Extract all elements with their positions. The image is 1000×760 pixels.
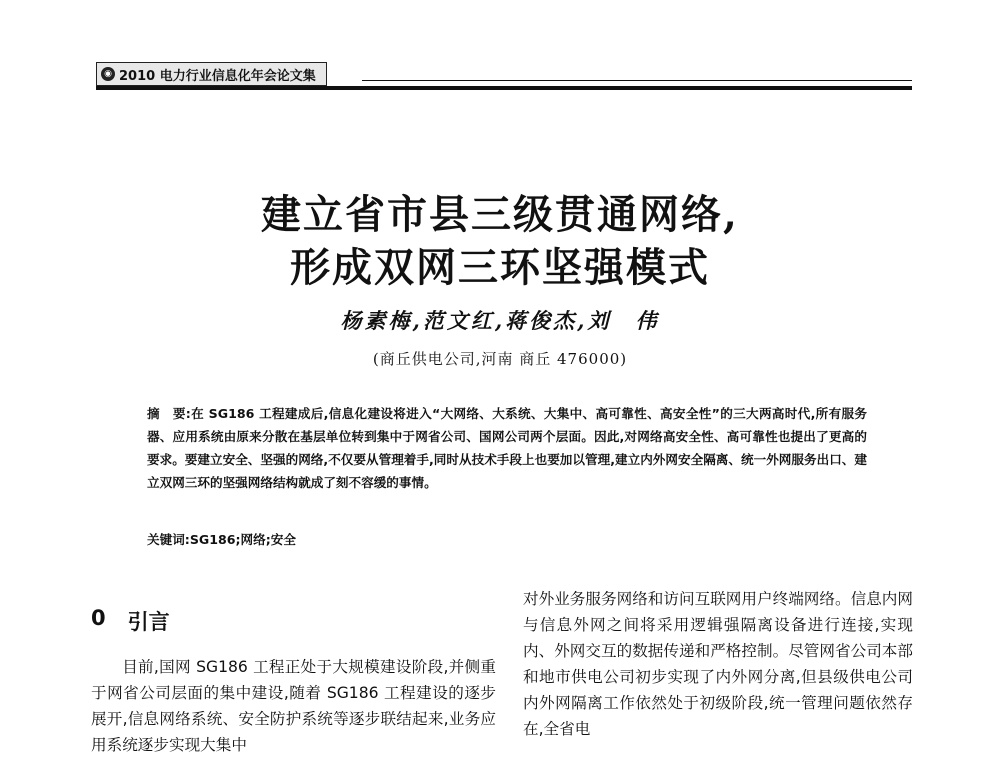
- affiliation: (商丘供电公司,河南 商丘 476000): [372, 350, 628, 368]
- author-list: 杨素梅,范文红,蒋俊杰,刘 伟: [340, 308, 660, 333]
- abstract-text: 在 SG186 工程建成后,信息化建设将进入“大网络、大系统、大集中、高可靠性、高安全性”的三大两高时代,所有服务器、应用系统由原来分散在基层单位转到集中于网省公司、国网公司两个层面。因此,对网络高安全性、高可靠性也提出了更高的要求。要建立安全、坚强的网络,不仅要从管理着手,同时从技术手段上也要加以管理,建立内外网安全隔离、统一外网服务出口、建立双网三环的坚强网络结构就成了刻不容缓的事情。: [147, 406, 867, 490]
- keywords: [147, 529, 867, 548]
- body-column-left: 目前,国网 SG186 工程正处于大规模建设阶段,并侧重于网省公司层面的集中建设,随着 SG186 工程建设的逐步展开,信息网络系统、安全防护系统等逐步联结起来,业务应用系统逐步实现大集中: [91, 658, 496, 754]
- section-title: 引言: [127, 610, 170, 634]
- running-header: [96, 62, 327, 86]
- abstract-label: 摘 要:: [147, 406, 191, 421]
- proceedings-logo-icon: ◉: [101, 67, 115, 81]
- abstract: [147, 402, 867, 494]
- keywords-label: 关键词:: [147, 532, 190, 547]
- header-rule-thick: [96, 86, 912, 90]
- body-column-right: 对外业务服务网络和访问互联网用户终端网络。信息内网与信息外网之间将采用逻辑强隔离设备进行连接,实现内、外网交互的数据传递和严格控制。尽管网省公司本部和地市供电公司初步实现了内外网分离,但县级供电公司内外网隔离工作依然处于初级阶段,统一管理问题依然存在,全省电: [523, 590, 913, 738]
- section-heading: [91, 606, 170, 636]
- keywords-text: SG186;网络;安全: [189, 532, 296, 547]
- paper-title-line2: 形成双网三环坚强模式: [290, 244, 710, 291]
- header-rule-thin: [362, 80, 912, 81]
- paper-title-line1: 建立省市县三级贯通网络,: [261, 191, 739, 238]
- running-title: 2010 电力行业信息化年会论文集: [119, 68, 316, 84]
- section-number: 0: [91, 606, 106, 630]
